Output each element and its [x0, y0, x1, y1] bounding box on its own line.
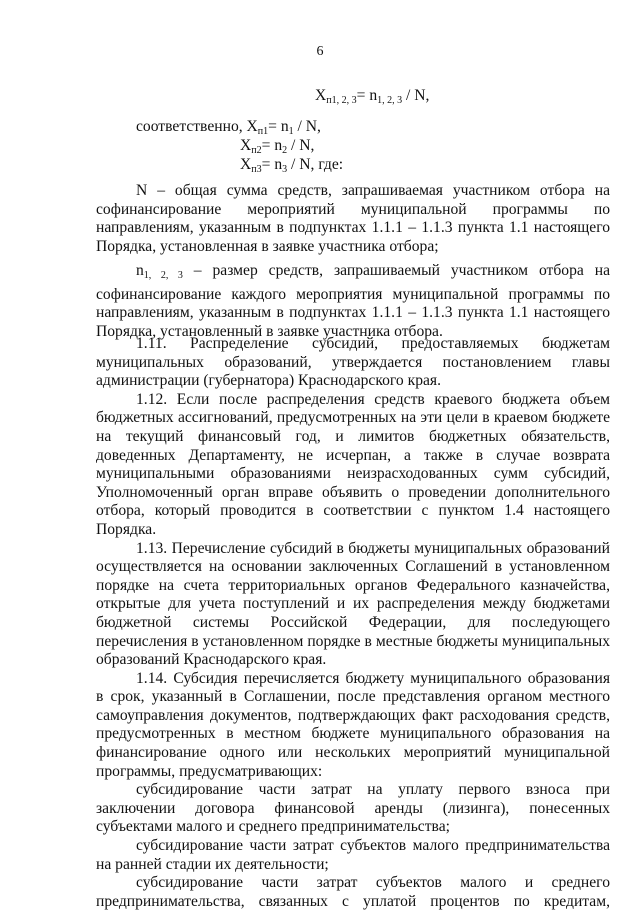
paragraph-n-items: $n_{1, 2, 3}$ – размер средств, запрашиваемый участником отбора на софинансирование каждого мероприятия муниципальной программы по направлениям, указанным в подпунктах 1.1.1 – 1.1.3 пункта 1.1 настоящего Порядка, установленный в заявке участника отбора.	[96, 262, 611, 340]
paragraph-1-13: 1.13. Перечисление субсидий в бюджеты муниципальных образований осуществляется на основании заключенных Соглашений в установленном порядке на счета территориальных органов Федерального казначейства, открытые для учета поступлений и их распределения между бюджетами бюджетной системы Российской Федерации, для последующего перечисления в установленном порядке в местные бюджеты муниципальных образований Краснодарского края.	[96, 539, 610, 669]
formula-line-3: $X_{п3}= n_3 / N$, где:	[240, 156, 344, 175]
paragraph-n-total: N – общая сумма средств, запрашиваемая участником отбора на софинансирование мероприятий муниципальной программы по направлениям, указанным в подпунктах 1.1.1 – 1.1.3 пункта 1.1 настоящего Порядка, установленная в заявке участника отбора;	[96, 182, 610, 255]
list-item-credit-interest: субсидирование части затрат субъектов малого и среднего предпринимательства, связанных с уплатой процентов по кредитам,	[96, 874, 610, 910]
list-item-early-stage: субсидирование части затрат субъектов малого предпринимательства на ранней стадии их деятельности;	[96, 837, 610, 873]
page-number: 6	[316, 44, 324, 59]
formula-line-2: $X_{п2}= n_2 / N$,	[240, 137, 315, 156]
paragraph-1-14: 1.14. Субсидия перечисляется бюджету муниципального образования в срок, указанный в Соглашении, после представления органом местного самоуправления документов, подтверждающих факт расходования средств, предусмотренных в местном бюджете муниципального образования на финансирование одного или нескольких мероприятий муниципальной программы, предусматривающих:	[96, 669, 610, 780]
formula-line-1: соответственно, $X_{п1}= n_1 / N$,	[136, 118, 321, 137]
formula-main: $X_{п1, 2, 3}= n_{1, 2, 3} / N$,	[315, 87, 430, 106]
paragraph-1-12: 1.12. Если после распределения средств краевого бюджета объем бюджетных ассигнований, предусмотренных на эти цели в краевом бюджете на текущий финансовый год, и лимитов бюджетных обязательств, доведенных Департаменту, не исчерпан, а также в случае возврата муниципальными образованиями неизрасходованных сумм субсидий, Уполномоченный орган вправе объявить о проведении дополнительного отбора, который проводится в соответствии с пунктом 1.4 настоящего Порядка.	[96, 390, 610, 538]
list-item-leasing: субсидирование части затрат на уплату первого взноса при заключении договора финансовой аренды (лизинга), понесенных субъектами малого и среднего предпринимательства;	[96, 781, 610, 836]
paragraph-1-11: 1.11. Распределение субсидий, предоставляемых бюджетам муниципальных образований, утверждается постановлением главы администрации (губернатора) Краснодарского края. 1.12. Если после распределения средств краевого бюджета объем бюджетных ассигнований, предусмотренных на эти цели в краевом бюджете на текущий финансовый год, и лимитов бюджетных обязательств, доведенных Департаменту, не исчерпан, а также в случае возврата муниципальными образованиями неизрасходованных сумм субсидий, Уполномоченный орган вправе объявить о проведении дополнительного отбора, который проводится в соответствии с пунктом 1.4 настоящего Порядка. 1.13. Перечисление субсидий в бюджеты муниципальных образований осуществляется на основании заключенных Соглашений в установленном порядке на счета территориальных органов Федерального казначейства, открытые для учета поступлений и их распределения между бюджетами бюджетной системы Российской Федерации, для последующего перечисления в установленном порядке в местные бюджеты муниципальных образований Краснодарского края. 1.14. Субсидия перечисляется бюджету муниципального образования в срок, указанный в Соглашении, после представления органом местного самоуправления документов, подтверждающих факт расходования средств, предусмотренных в местном бюджете муниципального образования на финансирование одного или нескольких мероприятий муниципальной программы, предусматривающих: субсидирование части затрат на уплату первого взноса при заключении договора финансовой аренды (лизинга), понесенных субъектами малого и среднего предпринимательства; субсидирование части затрат субъектов малого предпринимательства на ранней стадии их деятельности; субсидирование части затрат субъектов малого и среднего предпринимательства, связанных с уплатой процентов по кредитам,	[96, 335, 610, 910]
